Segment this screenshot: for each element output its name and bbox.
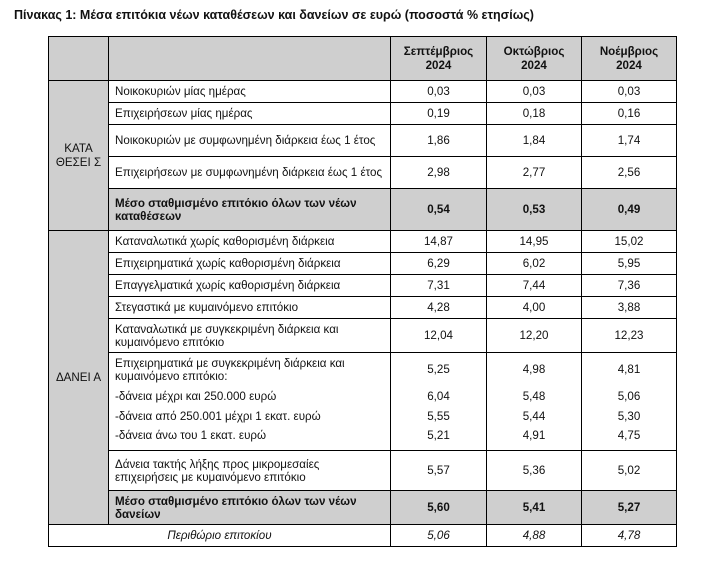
value-cell: 5,55 — [391, 407, 487, 427]
value-cell: 5,02 — [582, 451, 677, 491]
table-row — [49, 297, 677, 319]
value-cell: 12,20 — [487, 319, 582, 353]
value-cell: 5,48 — [487, 387, 582, 407]
value-cell: 5,06 — [582, 387, 677, 407]
value-cell: 1,86 — [391, 125, 487, 157]
table-row — [49, 157, 677, 189]
value-cell: 5,36 — [487, 451, 582, 491]
table-row — [49, 103, 677, 125]
value-cell: 5,44 — [487, 407, 582, 427]
row-label: -δάνεια από 250.001 μέχρι 1 εκατ. ευρώ — [109, 407, 391, 427]
value-cell: 1,74 — [582, 125, 677, 157]
row-label: Επιχειρηματικά με συγκεκριμένη διάρκεια και κυμαινόμενο επιτόκιο: — [109, 353, 391, 387]
table-row — [49, 427, 677, 451]
value-cell: 6,04 — [391, 387, 487, 407]
corner-cell — [49, 37, 109, 81]
value-cell: 4,88 — [487, 525, 582, 547]
value-cell: 5,95 — [582, 253, 677, 275]
value-cell: 5,21 — [391, 427, 487, 451]
loans-category: ΔΑΝΕΙ Α — [49, 231, 109, 525]
value-cell: 0,49 — [582, 189, 677, 231]
table-row — [49, 353, 677, 387]
table-row — [49, 231, 677, 253]
margin-label: Περιθώριο επιτοκίου — [49, 525, 391, 547]
table-row — [49, 275, 677, 297]
value-cell: 5,06 — [391, 525, 487, 547]
table-title: Πίνακας 1: Μέσα επιτόκια νέων καταθέσεων και δανείων σε ευρώ (ποσοστά % ετησίως) — [14, 8, 534, 22]
value-cell: 0,16 — [582, 103, 677, 125]
row-label: Επιχειρηματικά χωρίς καθορισμένη διάρκεια — [109, 253, 391, 275]
row-label: -δάνεια άνω του 1 εκατ. ευρώ — [109, 427, 391, 451]
value-cell: 5,27 — [582, 491, 677, 525]
value-cell: 2,77 — [487, 157, 582, 189]
column-header-oct: Οκτώβριος 2024 — [487, 37, 582, 81]
row-label: Επαγγελματικά χωρίς καθορισμένη διάρκεια — [109, 275, 391, 297]
value-cell: 0,53 — [487, 189, 582, 231]
loans-subtotal-row — [49, 491, 677, 525]
table-row — [49, 451, 677, 491]
row-label: Μέσο σταθμισμένο επιτόκιο όλων των νέων δανείων — [109, 491, 391, 525]
value-cell: 12,23 — [582, 319, 677, 353]
row-label: Στεγαστικά με κυμαινόμενο επιτόκιο — [109, 297, 391, 319]
value-cell: 2,56 — [582, 157, 677, 189]
row-label: Επιχειρήσεων με συμφωνημένη διάρκεια έως 1 έτος — [109, 157, 391, 189]
value-cell: 7,31 — [391, 275, 487, 297]
value-cell: 0,19 — [391, 103, 487, 125]
column-header-sep: Σεπτέμβριος 2024 — [391, 37, 487, 81]
value-cell: 7,44 — [487, 275, 582, 297]
row-label: Νοικοκυριών με συμφωνημένη διάρκεια έως 1 έτος — [109, 125, 391, 157]
value-cell: 5,57 — [391, 451, 487, 491]
value-cell: 0,03 — [487, 81, 582, 103]
header-row — [49, 37, 677, 81]
value-cell: 6,02 — [487, 253, 582, 275]
value-cell: 4,81 — [582, 353, 677, 387]
row-label: Μέσο σταθμισμένο επιτόκιο όλων των νέων καταθέσεων — [109, 189, 391, 231]
table-row — [49, 253, 677, 275]
value-cell: 3,88 — [582, 297, 677, 319]
value-cell: 4,75 — [582, 427, 677, 451]
table-row — [49, 125, 677, 157]
rates-table — [48, 36, 677, 547]
row-label: Νοικοκυριών μίας ημέρας — [109, 81, 391, 103]
deposits-category: ΚΑΤΑ ΘΕΣΕΙ Σ — [49, 81, 109, 231]
value-cell: 0,18 — [487, 103, 582, 125]
row-label: -δάνεια μέχρι και 250.000 ευρώ — [109, 387, 391, 407]
label-header-cell — [109, 37, 391, 81]
value-cell: 0,03 — [391, 81, 487, 103]
value-cell: 6,29 — [391, 253, 487, 275]
table-row — [49, 81, 677, 103]
row-label: Καταναλωτικά χωρίς καθορισμένη διάρκεια — [109, 231, 391, 253]
value-cell: 7,36 — [582, 275, 677, 297]
row-label: Καταναλωτικά με συγκεκριμένη διάρκεια και κυμαινόμενο επιτόκιο — [109, 319, 391, 353]
value-cell: 4,91 — [487, 427, 582, 451]
margin-row — [49, 525, 677, 547]
value-cell: 5,25 — [391, 353, 487, 387]
value-cell: 4,78 — [582, 525, 677, 547]
value-cell: 1,84 — [487, 125, 582, 157]
table-row — [49, 387, 677, 407]
value-cell: 14,87 — [391, 231, 487, 253]
value-cell: 5,30 — [582, 407, 677, 427]
value-cell: 15,02 — [582, 231, 677, 253]
value-cell: 0,54 — [391, 189, 487, 231]
deposits-subtotal-row — [49, 189, 677, 231]
value-cell: 2,98 — [391, 157, 487, 189]
value-cell: 14,95 — [487, 231, 582, 253]
value-cell: 4,98 — [487, 353, 582, 387]
value-cell: 5,60 — [391, 491, 487, 525]
column-header-nov: Νοέμβριος 2024 — [582, 37, 677, 81]
row-label: Επιχειρήσεων μίας ημέρας — [109, 103, 391, 125]
value-cell: 4,28 — [391, 297, 487, 319]
value-cell: 0,03 — [582, 81, 677, 103]
value-cell: 12,04 — [391, 319, 487, 353]
row-label: Δάνεια τακτής λήξης προς μικρομεσαίες επιχειρήσεις με κυμαινόμενο επιτόκιο — [109, 451, 391, 491]
value-cell: 4,00 — [487, 297, 582, 319]
value-cell: 5,41 — [487, 491, 582, 525]
table-row — [49, 407, 677, 427]
table-row — [49, 319, 677, 353]
